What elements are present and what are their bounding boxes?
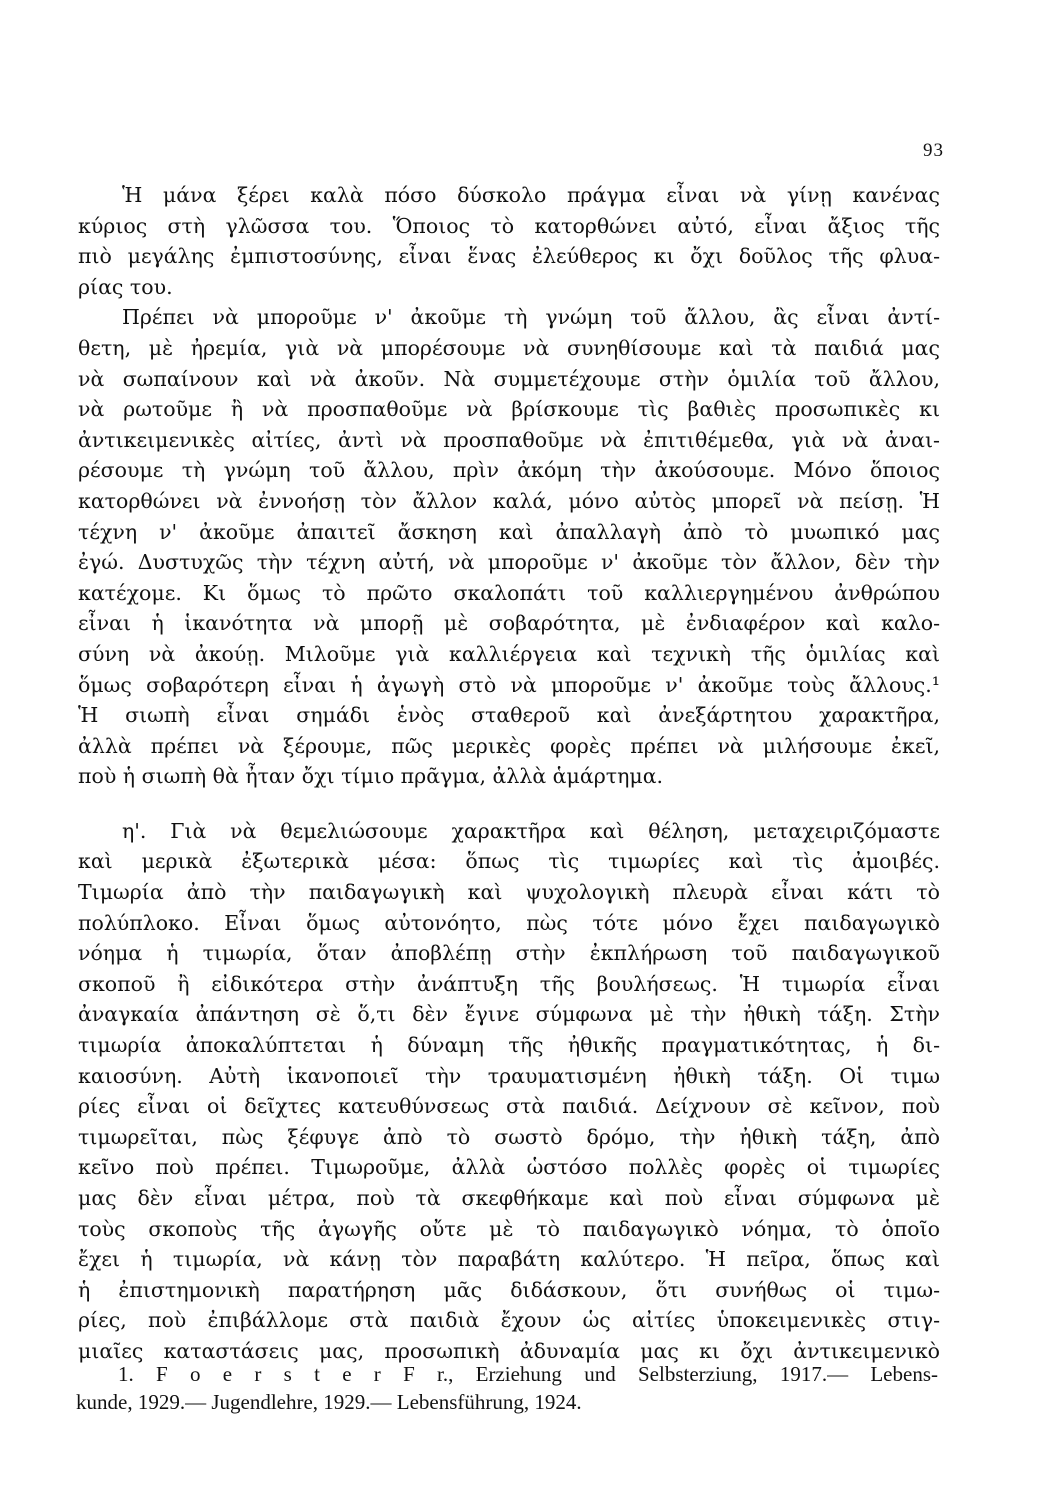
text-line: ρίες, ποὺ ἐπιβάλλομε στὰ παιδιὰ ἔχουν ὡς αἰτίες ὑποκειμενικὲς στιγ- bbox=[78, 1308, 940, 1333]
text-line: ἀλλὰ πρέπει νὰ ξέρουμε, πῶς μερικὲς φορὲς πρέπει νὰ μιλήσουμε ἐκεῖ, bbox=[78, 733, 940, 758]
text-line: ὅμως σοβαρότερη εἶναι ἡ ἀγωγὴ στὸ νὰ μποροῦμε ν' ἀκοῦμε τοὺς ἄλλους.¹ bbox=[78, 672, 940, 697]
text-line: η'. Γιὰ νὰ θεμελιώσουμε χαρακτῆρα καὶ θέληση, μεταχειριζόμαστε bbox=[122, 818, 940, 843]
footnote-line: kunde, 1929.— Jugendlehre, 1929.— Lebensführung, 1924. bbox=[76, 1390, 582, 1414]
text-line: μας δὲν εἶναι μέτρα, ποὺ τὰ σκεφθήκαμε καὶ ποὺ εἶναι σύμφωνα μὲ bbox=[78, 1186, 940, 1210]
text-line: ἀντικειμενικὲς αἰτίες, ἀντὶ νὰ προσπαθοῦμε νὰ ἐπιτιθέμεθα, γιὰ νὰ ἀναι- bbox=[78, 427, 940, 452]
footnotes bbox=[76, 1360, 938, 1416]
body-text bbox=[78, 180, 940, 1367]
text-line: ρίας του. bbox=[78, 274, 173, 299]
text-line: Πρέπει νὰ μποροῦμε ν' ἀκοῦμε τὴ γνώμη τοῦ ἄλλου, ἂς εἶναι ἀντί- bbox=[122, 305, 940, 330]
text-line: σύνη νὰ ἀκούῃ. Μιλοῦμε γιὰ καλλιέργεια καὶ τεχνικὴ τῆς ὁμιλίας καὶ bbox=[78, 641, 940, 666]
text-line: τιμωρία ἀποκαλύπτεται ἡ δύναμη τῆς ἠθικῆς πραγματικότητας, ἡ δι- bbox=[78, 1033, 940, 1058]
text-line: καὶ μερικὰ ἐξωτερικὰ μέσα: ὅπως τὶς τιμωρίες καὶ τὶς ἀμοιβές. bbox=[78, 849, 940, 874]
paragraph bbox=[78, 816, 940, 1367]
text-line: ρίες εἶναι οἱ δεῖχτες κατευθύνσεως στὰ παιδιά. Δείχνουν σὲ κεῖνον, ποὺ bbox=[78, 1094, 940, 1119]
paragraph-gap bbox=[78, 792, 940, 816]
text-line: τέχνη ν' ἀκοῦμε ἀπαιτεῖ ἄσκηση καὶ ἀπαλλαγὴ ἀπὸ τὸ μυωπικό μας bbox=[78, 519, 940, 544]
text-line: κύριος στὴ γλῶσσα του. Ὅποιος τὸ κατορθώνει αὐτό, εἶναι ἄξιος τῆς bbox=[78, 213, 940, 238]
text-line: Τιμωρία ἀπὸ τὴν παιδαγωγικὴ καὶ ψυχολογικὴ πλευρὰ εἶναι κάτι τὸ bbox=[78, 880, 940, 905]
text-line: θετη, μὲ ἠρεμία, γιὰ νὰ μπορέσουμε νὰ συνηθίσουμε καὶ τὰ παιδιά μας bbox=[78, 335, 940, 360]
text-line: καιοσύνη. Αὐτὴ ἱκανοποιεῖ τὴν τραυματισμένη ἠθικὴ τάξη. Οἱ τιμω bbox=[78, 1063, 940, 1088]
page-number: 93 bbox=[923, 140, 944, 161]
text-line: κατέχομε. Κι ὅμως τὸ πρῶτο σκαλοπάτι τοῦ καλλιεργημένου ἀνθρώπου bbox=[78, 580, 940, 605]
text-line: ἐγώ. Δυστυχῶς τὴν τέχνη αὐτή, νὰ μποροῦμε ν' ἀκοῦμε τὸν ἄλλον, δὲν τὴν bbox=[78, 550, 940, 575]
footnote-line: 1. F o e r s t e r F r., Erziehung und Selbsterziung, 1917.— Lebens- bbox=[118, 1362, 938, 1386]
text-line: κατορθώνει νὰ ἐννοήσῃ τὸν ἄλλον καλά, μόνο αὐτὸς μπορεῖ νὰ πείσῃ. Ἡ bbox=[78, 488, 940, 513]
text-line: κεῖνο ποὺ πρέπει. Τιμωροῦμε, ἀλλὰ ὡστόσο πολλὲς φορὲς οἱ τιμωρίες bbox=[78, 1155, 940, 1180]
text-line: ἔχει ἡ τιμωρία, νὰ κάνῃ τὸν παραβάτη καλύτερο. Ἡ πεῖρα, ὅπως καὶ bbox=[78, 1247, 940, 1272]
text-line: νὰ σωπαίνουν καὶ νὰ ἀκοῦν. Νὰ συμμετέχουμε στὴν ὁμιλία τοῦ ἄλλου, bbox=[78, 366, 940, 391]
text-line: τιμωρεῖται, πὼς ξέφυγε ἀπὸ τὸ σωστὸ δρόμο, τὴν ἠθικὴ τάξη, ἀπὸ bbox=[78, 1124, 940, 1149]
text-line: ποὺ ἡ σιωπὴ θὰ ἦταν ὄχι τίμιο πρᾶγμα, ἀλλὰ ἁμάρτημα. bbox=[78, 764, 664, 789]
text-line: πιὸ μεγάλης ἐμπιστοσύνης, εἶναι ἕνας ἐλεύθερος κι ὄχι δοῦλος τῆς φλυα- bbox=[78, 244, 940, 269]
text-line: νὰ ρωτοῦμε ἢ νὰ προσπαθοῦμε νὰ βρίσκουμε τὶς βαθιὲς προσωπικὲς κι bbox=[78, 397, 940, 422]
text-line: νόημα ἡ τιμωρία, ὅταν ἀποβλέπῃ στὴν ἐκπλήρωση τοῦ παιδαγωγικοῦ bbox=[78, 941, 940, 966]
text-line: σκοποῦ ἢ εἰδικότερα στὴν ἀνάπτυξη τῆς βουλήσεως. Ἡ τιμωρία εἶναι bbox=[78, 971, 940, 996]
text-line: εἶναι ἡ ἱκανότητα νὰ μπορῇ μὲ σοβαρότητα, μὲ ἐνδιαφέρον καὶ καλο- bbox=[78, 611, 940, 636]
text-line: Ἡ μάνα ξέρει καλὰ πόσο δύσκολο πράγμα εἶναι νὰ γίνῃ κανένας bbox=[122, 183, 940, 207]
text-line: ἡ ἐπιστημονικὴ παρατήρηση μᾶς διδάσκουν, ὅτι συνήθως οἱ τιμω- bbox=[78, 1277, 940, 1302]
paragraph bbox=[78, 180, 940, 302]
text-line: ἀναγκαία ἀπάντηση σὲ ὅ,τι δὲν ἔγινε σύμφωνα μὲ τὴν ἠθικὴ τάξη. Στὴν bbox=[78, 1002, 940, 1027]
paragraph bbox=[78, 302, 940, 792]
text-line: ρέσουμε τὴ γνώμη τοῦ ἄλλου, πρὶν ἀκόμη τὴν ἀκούσουμε. Μόνο ὅποιος bbox=[78, 458, 940, 483]
text-line: Ἡ σιωπὴ εἶναι σημάδι ἑνὸς σταθεροῦ καὶ ἀνεξάρτητου χαρακτῆρα, bbox=[78, 703, 940, 728]
text-line: τοὺς σκοποὺς τῆς ἀγωγῆς οὔτε μὲ τὸ παιδαγωγικὸ νόημα, τὸ ὁποῖο bbox=[78, 1216, 940, 1241]
text-line: πολύπλοκο. Εἶναι ὅμως αὐτονόητο, πὼς τότε μόνο ἔχει παιδαγωγικὸ bbox=[78, 910, 940, 935]
text-line: μιαῖες καταστάσεις μας, προσωπικὴ ἀδυναμία μας κι ὄχι ἀντικειμενικὸ bbox=[78, 1338, 940, 1363]
